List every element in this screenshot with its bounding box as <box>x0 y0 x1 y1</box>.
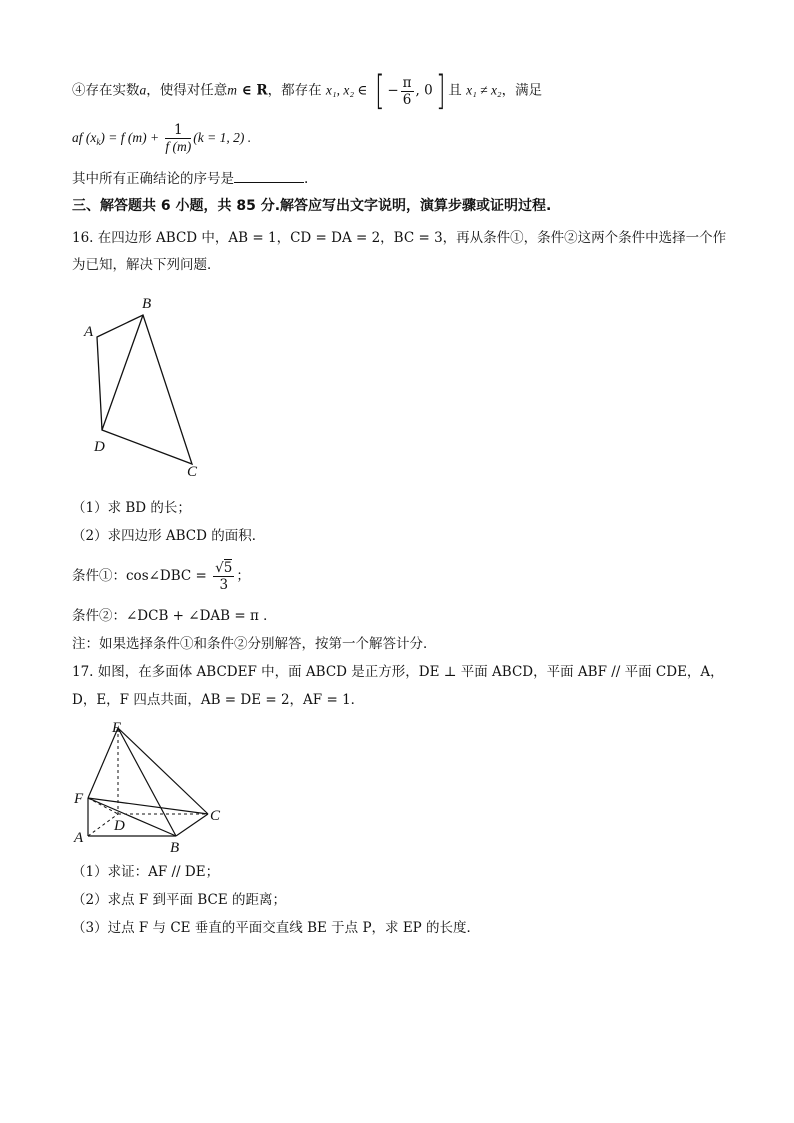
one-over-fm <box>165 122 191 155</box>
item4-statement <box>72 68 543 114</box>
section3-heading: 三、解答题共 6 小题，共 85 分.解答应写出文字说明，演算步骤或证明过程. <box>72 198 552 214</box>
q16-figure <box>80 292 220 482</box>
eq-tail: (k = 1, 2) . <box>193 130 252 145</box>
q16-condition2: 条件②：∠DCB + ∠DAB = π ． <box>72 608 277 624</box>
x1-x2: x₁, x₂ ∈ <box>325 82 368 98</box>
eq-denominator: f (m) <box>165 139 192 154</box>
q16-line2: 为已知，解决下列问题． <box>72 257 221 273</box>
eq-mid: ) = f (m) + <box>100 130 160 145</box>
answer-end: . <box>304 171 309 187</box>
q16-note: 注：如果选择条件①和条件②分别解答，按第一个解答计分． <box>72 636 437 652</box>
label-D: D <box>114 818 125 834</box>
label-F: F <box>74 791 84 807</box>
q17-part2: （2）求点 F 到平面 BCE 的距离； <box>72 892 286 908</box>
label-A: A <box>84 324 94 340</box>
label-B: B <box>142 296 152 312</box>
q17-part1: （1）求证：AF // DE； <box>72 864 220 880</box>
cond1-denominator: 3 <box>219 577 229 593</box>
answer-blank[interactable] <box>234 168 304 183</box>
item4-prefix: ④存在实数 <box>72 82 140 99</box>
q17-part3: （3）过点 F 与 CE 垂直的平面交直线 BE 于点 P，求 EP 的长度． <box>72 920 481 936</box>
item4-mid2: ，都存在 <box>267 82 322 99</box>
answer-prompt: 其中所有正确结论的序号是 <box>72 171 234 187</box>
label-C: C <box>210 808 221 824</box>
in-R: ∈ R <box>237 82 268 99</box>
q16-line1: 16. 在四边形 ABCD 中，AB = 1，CD = DA = 2，BC = 3，再从条件①，条件②这两个条件中选择一个作 <box>72 230 727 246</box>
pi-numerator: π <box>402 74 412 91</box>
q17-line2: D，E，F 四点共面，AB = DE = 2，AF = 1． <box>72 692 365 708</box>
eq-numerator: 1 <box>165 122 191 139</box>
root-value: 5 <box>223 560 233 576</box>
label-D: D <box>94 439 105 455</box>
q16-part2: （2）求四边形 ABCD 的面积． <box>72 528 266 544</box>
eq-sub-k: k <box>96 137 101 147</box>
label-C: C <box>187 464 198 480</box>
edge-bc <box>176 814 208 836</box>
x1-neq-x2: x₁ ≠ x₂ <box>466 82 502 98</box>
left-bracket: [ <box>374 68 385 114</box>
label-E: E <box>112 720 122 736</box>
right-bracket: ] <box>435 68 446 114</box>
sqrt5: √5 <box>215 560 233 576</box>
quadrilateral-abcd <box>97 315 192 464</box>
label-B: B <box>170 840 180 856</box>
cond1-tail: ； <box>236 568 250 584</box>
and-word: 且 <box>448 82 462 99</box>
sqrt5-over-3 <box>213 560 234 593</box>
var-a: a <box>139 82 147 98</box>
edge-eb <box>118 728 176 836</box>
item4-mid1: ，使得对任意 <box>146 82 228 99</box>
pi-over-6 <box>401 75 414 108</box>
cond1-prefix: 条件①：cos∠DBC = <box>72 568 207 584</box>
q16-part1: （1）求 BD 的长； <box>72 500 191 516</box>
item4-equation <box>72 118 251 158</box>
var-m: m <box>227 82 237 98</box>
six-denominator: 6 <box>402 91 412 108</box>
answer-prompt-line <box>72 168 308 189</box>
q17-line1: 17. 如图，在多面体 ABCDEF 中，面 ABCD 是正方形，DE ⊥ 平面 ABCD，平面 ABF // 平面 CDE，A， <box>72 664 724 680</box>
interval-tail: , 0 <box>415 82 433 99</box>
q17-figure <box>70 716 230 856</box>
edge-ec <box>118 728 208 814</box>
label-A: A <box>74 830 84 846</box>
eq-left: af (x <box>72 130 97 145</box>
edge-ef <box>88 728 118 798</box>
minus-sign: − <box>387 82 399 99</box>
satisfy-word: ，满足 <box>501 82 543 99</box>
q16-condition1 <box>72 556 250 596</box>
